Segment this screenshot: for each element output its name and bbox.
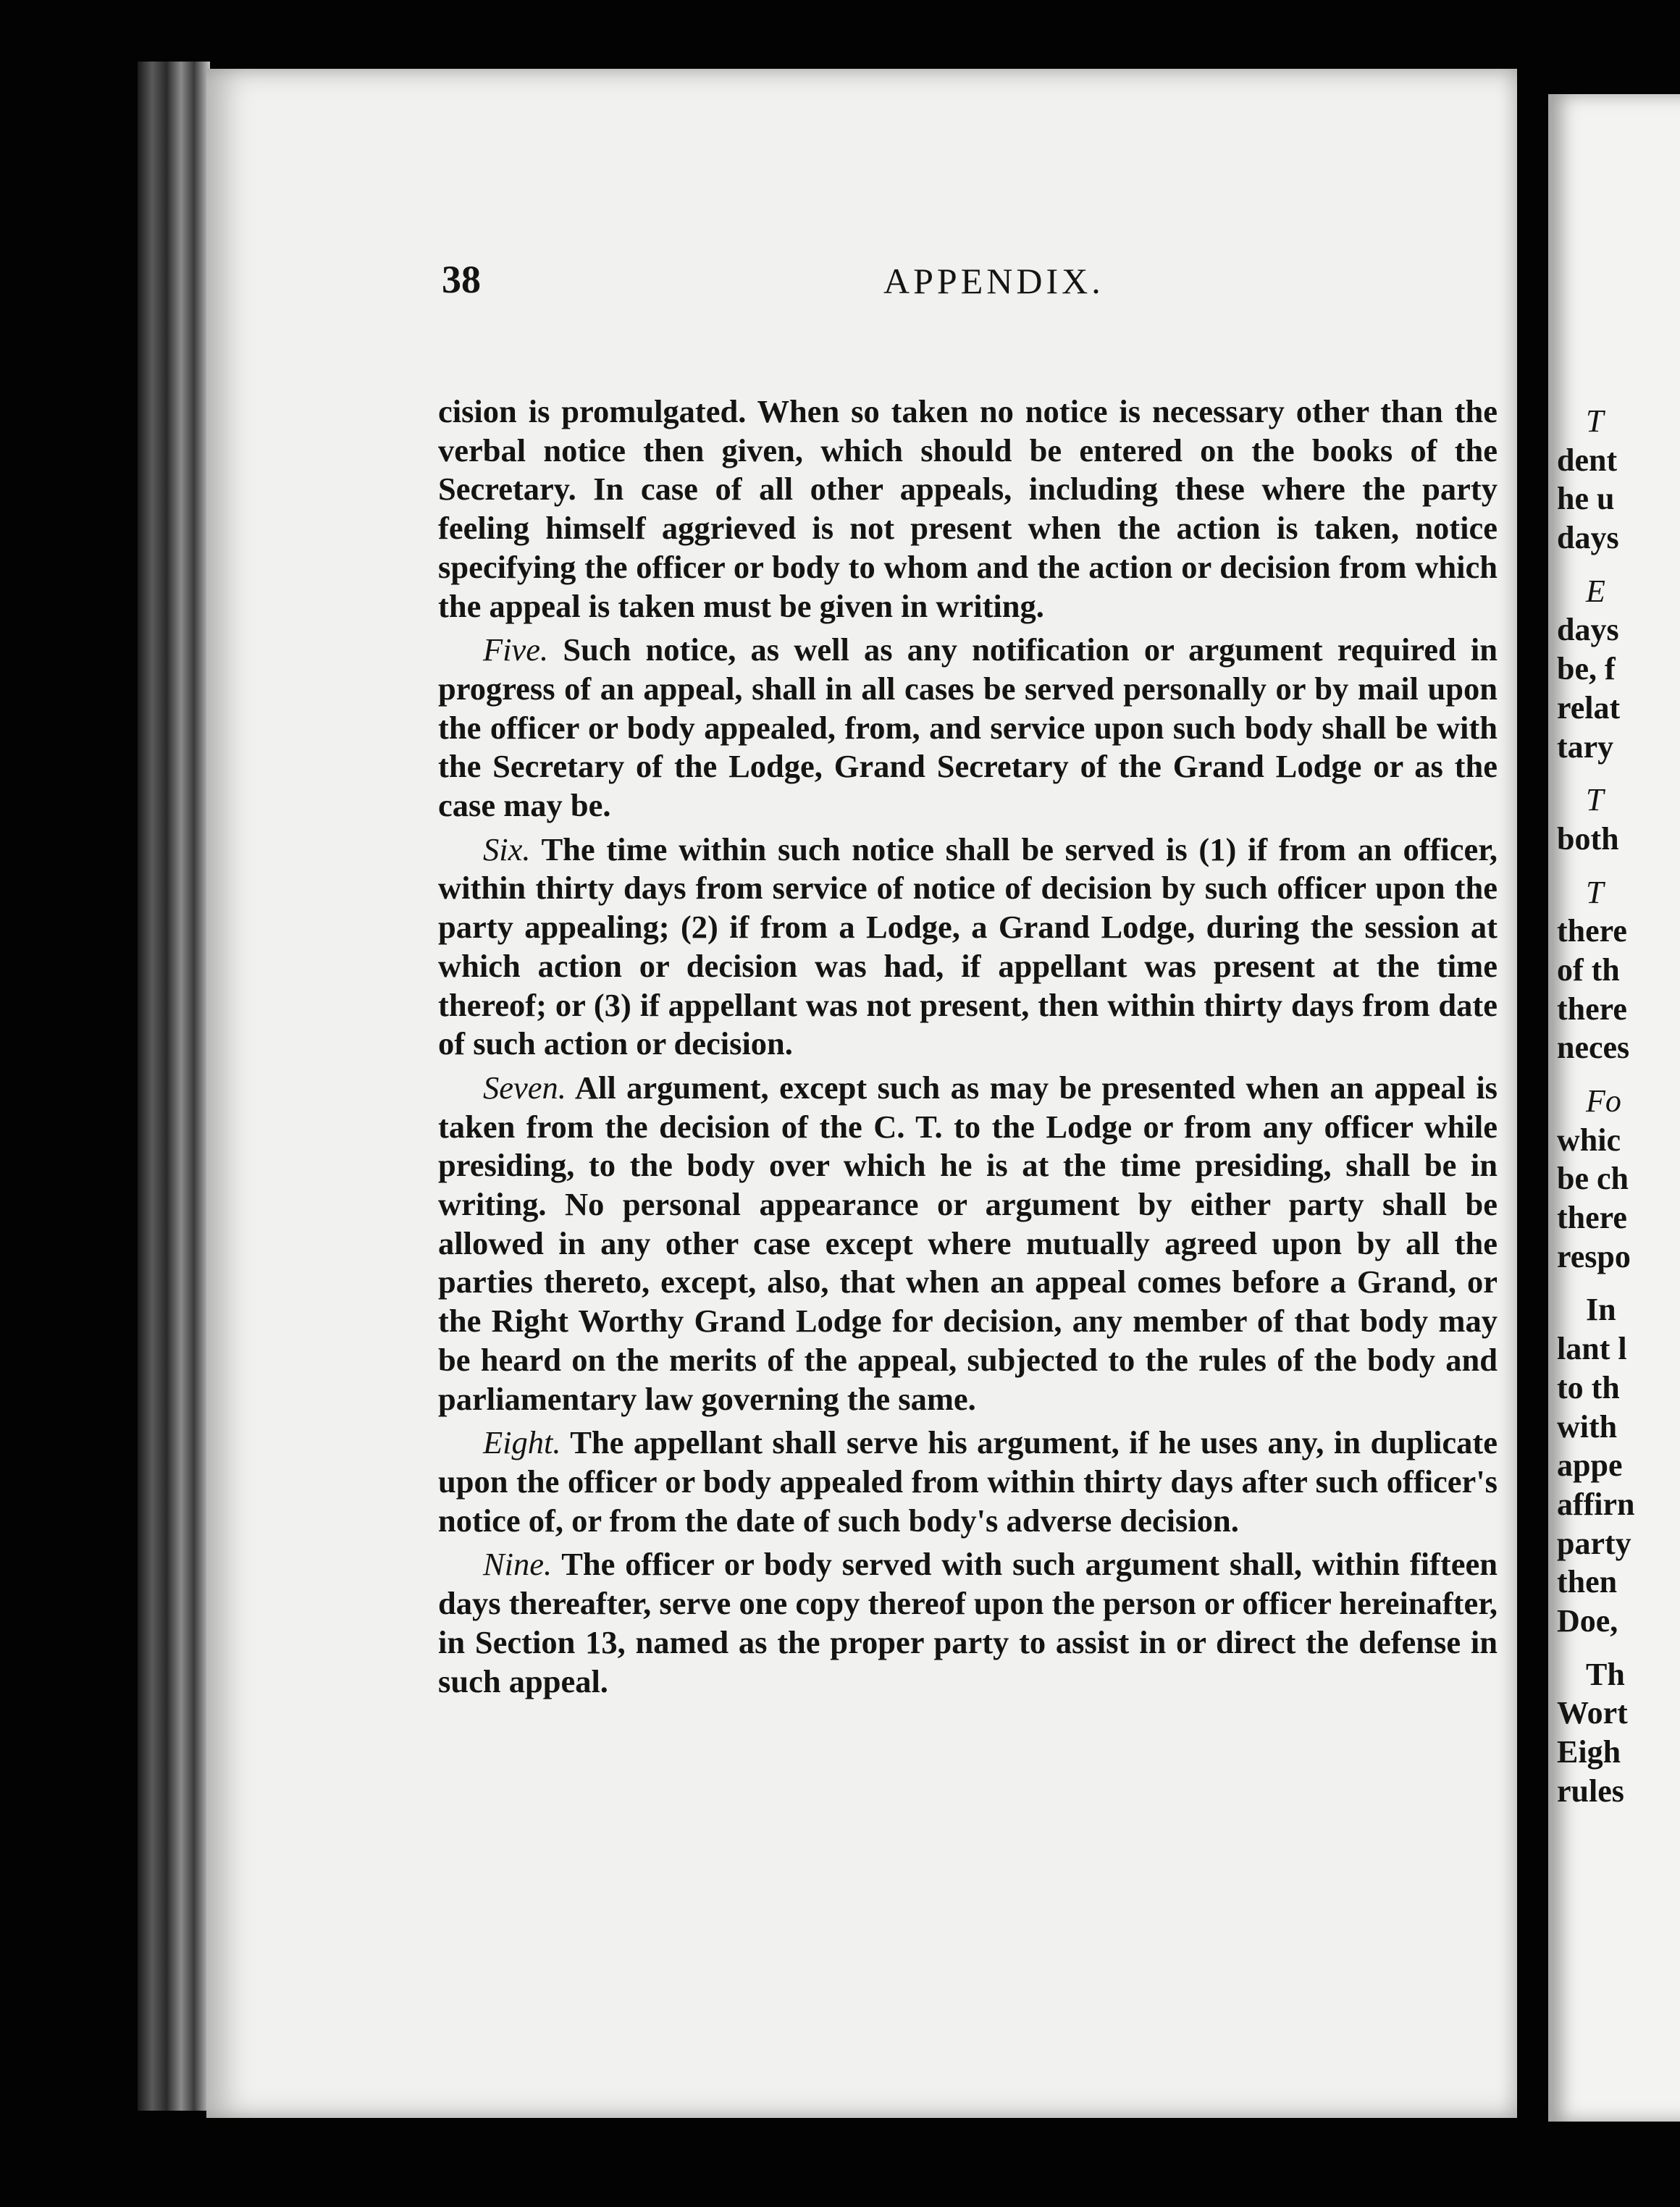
right-fragment-line: neces bbox=[1557, 1030, 1630, 1066]
right-fragment-line: then bbox=[1557, 1564, 1618, 1600]
right-fragment-line: be, f bbox=[1557, 651, 1616, 687]
right-fragment-line: to th bbox=[1557, 1369, 1620, 1405]
right-fragment-line: be ch bbox=[1557, 1161, 1629, 1197]
right-fragment-line: Fo bbox=[1586, 1083, 1621, 1119]
book-spine-edge bbox=[138, 62, 210, 2111]
paragraph-seven bbox=[438, 1069, 1498, 1418]
right-fragment-line: there bbox=[1557, 1200, 1627, 1236]
paragraph-text: The officer or body served with such argument shall, within fifteen days thereafter, serve one copy thereof upon the person or officer hereinafter, in Section 13, named as the proper party to assist in or direct the defense in such appeal. bbox=[438, 1546, 1498, 1699]
right-page-text-fragments bbox=[1557, 402, 1680, 1810]
paragraph-six bbox=[438, 831, 1498, 1064]
right-fragment-line: with bbox=[1557, 1408, 1618, 1445]
paragraph-text: cision is promulgated. When so taken no notice is necessary other than the verbal notice then given, which should be entered on the books of the Secretary. In case of all other appeals, including these where the party feeling himself aggrieved is not present when the action is taken, notice specifying the officer or body to whom and the action or decision from which the appeal is taken must be given in writing. bbox=[438, 393, 1498, 624]
right-fragment-line: In bbox=[1586, 1292, 1616, 1328]
paragraph-label: Seven. bbox=[483, 1069, 566, 1106]
paragraph-label: Six. bbox=[483, 831, 531, 867]
right-fragment-line: E bbox=[1586, 573, 1605, 609]
right-fragment-line: days bbox=[1557, 612, 1619, 648]
paragraph-label: Nine. bbox=[483, 1546, 553, 1583]
right-fragment-line: both bbox=[1557, 820, 1619, 857]
right-fragment-line: T bbox=[1586, 782, 1604, 818]
right-fragment-line: there bbox=[1557, 991, 1627, 1027]
right-fragment-line: dent bbox=[1557, 442, 1618, 478]
right-fragment-line: respo bbox=[1557, 1238, 1631, 1274]
paragraph-eight bbox=[438, 1424, 1498, 1540]
right-fragment-line: whic bbox=[1557, 1122, 1621, 1158]
running-head bbox=[0, 257, 1680, 315]
right-fragment-line: he u bbox=[1557, 481, 1615, 517]
paragraph-continuation bbox=[438, 392, 1498, 626]
paragraph-text: Such notice, as well as any notification or argument required in progress of an appeal, shall in all cases be served personally or by mail upon the officer or body appealed, from, and service upon such body shall be with the Secretary of the Lodge, Grand Secretary of the Grand Lodge or as the case may be. bbox=[438, 631, 1498, 824]
paragraph-five bbox=[438, 631, 1498, 825]
right-fragment-line: Eigh bbox=[1557, 1734, 1621, 1770]
right-fragment-line: appe bbox=[1557, 1447, 1623, 1484]
right-fragment-line: Doe, bbox=[1557, 1602, 1618, 1639]
paragraph-text: All argument, except such as may be presented when an appeal is taken from the decision of the C. T. to the Lodge or from any officer while presiding, to the body over which he is at the time presiding, shall be in writing. No personal appearance or argument by either party shall be allowed in any other case except where mutually agreed upon by all the parties thereto, except, also, that when an appeal comes before a Grand, or the Right Worthy Grand Lodge for decision, any member of that body may be heard on the merits of the appeal, subjected to the rules of the body and parliamentary law governing the same. bbox=[438, 1069, 1498, 1417]
paragraph-label: Eight. bbox=[483, 1424, 561, 1461]
page-number: 38 bbox=[442, 258, 481, 301]
right-fragment-line: rules bbox=[1557, 1773, 1624, 1809]
right-fragment-line: Wort bbox=[1557, 1695, 1628, 1731]
right-fragment-line: tary bbox=[1557, 728, 1614, 765]
right-fragment-line: Th bbox=[1586, 1656, 1625, 1692]
paragraph-text: The time within such notice shall be served is (1) if from an officer, within thirty days from service of notice of decision by such officer upon the party appealing; (2) if from a Lodge, a Grand Lodge, during the session at which action or decision was had, if appellant was present at the time thereof; or (3) if appellant was not present, then within thirty days from date of such action or decision. bbox=[438, 831, 1498, 1062]
right-fragment-line: affirn bbox=[1557, 1486, 1635, 1522]
paragraph-label: Five. bbox=[483, 631, 549, 668]
right-fragment-line: lant l bbox=[1557, 1331, 1627, 1367]
page-header-title: APPENDIX. bbox=[883, 261, 1104, 301]
right-fragment-line: relat bbox=[1557, 689, 1621, 726]
paragraph-nine bbox=[438, 1545, 1498, 1701]
right-fragment-line: T bbox=[1586, 874, 1604, 910]
paragraph-text: The appellant shall serve his argument, if he uses any, in duplicate upon the officer or body appealed from within thirty days after such officer's notice of, or from the date of such body's adverse decision. bbox=[438, 1424, 1498, 1539]
body-text bbox=[438, 392, 1498, 1706]
right-fragment-line: T bbox=[1586, 403, 1604, 439]
right-fragment-line: days bbox=[1557, 520, 1619, 556]
right-fragment-line: party bbox=[1557, 1525, 1631, 1561]
right-fragment-line: of th bbox=[1557, 951, 1620, 988]
right-fragment-line: there bbox=[1557, 913, 1627, 949]
